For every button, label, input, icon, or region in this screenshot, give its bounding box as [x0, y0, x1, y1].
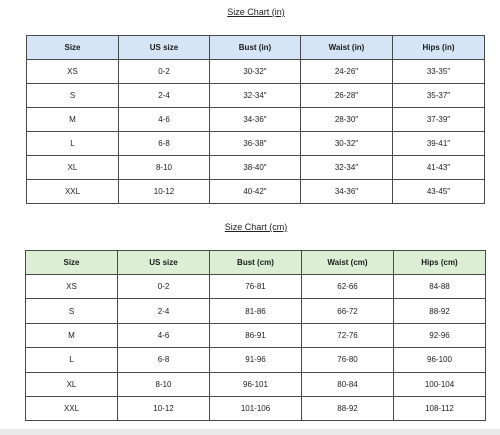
hips-cell: 100-104: [394, 372, 486, 396]
column-header: Hips (in): [393, 36, 485, 60]
waist-cell: 76-80: [302, 348, 394, 372]
table-row: [26, 275, 486, 299]
table-row: [27, 132, 485, 156]
bust-cell: 36-38″: [210, 132, 301, 156]
bust-cell: 32-34″: [210, 84, 301, 108]
table-row: [26, 396, 486, 420]
hips-cell: 43-45″: [393, 180, 485, 204]
us-size-cell: 8-10: [118, 372, 210, 396]
column-header: Waist (in): [301, 36, 393, 60]
hips-cell: 35-37″: [393, 84, 485, 108]
us-size-cell: 2-4: [119, 84, 210, 108]
waist-cell: 88-92: [302, 396, 394, 420]
waist-cell: 32-34″: [301, 156, 393, 180]
bust-cell: 81-86: [210, 299, 302, 323]
size-cell: XXL: [27, 180, 119, 204]
us-size-cell: 8-10: [119, 156, 210, 180]
size-chart-in-title: Size Chart (in): [227, 7, 285, 17]
size-cell: XXL: [26, 396, 118, 420]
waist-cell: 26-28″: [301, 84, 393, 108]
hips-cell: 92-96: [394, 323, 486, 347]
size-chart-cm-title: Size Chart (cm): [224, 222, 288, 232]
hips-cell: 84-88: [394, 275, 486, 299]
table-header-row: [26, 251, 486, 275]
table-row: [27, 108, 485, 132]
column-header: Bust (in): [210, 36, 301, 60]
us-size-cell: 2-4: [118, 299, 210, 323]
hips-cell: 41-43″: [393, 156, 485, 180]
waist-cell: 66-72: [302, 299, 394, 323]
us-size-cell: 6-8: [119, 132, 210, 156]
column-header: Size: [26, 251, 118, 275]
bust-cell: 91-96: [210, 348, 302, 372]
table-row: [27, 180, 485, 204]
table-row: [26, 372, 486, 396]
us-size-cell: 6-8: [118, 348, 210, 372]
size-cell: L: [27, 132, 119, 156]
table-row: [26, 323, 486, 347]
bust-cell: 34-36″: [210, 108, 301, 132]
hips-cell: 108-112: [394, 396, 486, 420]
waist-cell: 24-26″: [301, 60, 393, 84]
us-size-cell: 10-12: [118, 396, 210, 420]
waist-cell: 30-32″: [301, 132, 393, 156]
hips-cell: 88-92: [394, 299, 486, 323]
size-cell: L: [26, 348, 118, 372]
column-header: US size: [118, 251, 210, 275]
size-cell: XL: [27, 156, 119, 180]
waist-cell: 72-76: [302, 323, 394, 347]
waist-cell: 34-36″: [301, 180, 393, 204]
size-cell: M: [27, 108, 119, 132]
waist-cell: 28-30″: [301, 108, 393, 132]
bust-cell: 96-101: [210, 372, 302, 396]
hips-cell: 33-35″: [393, 60, 485, 84]
hips-cell: 37-39″: [393, 108, 485, 132]
size-cell: XL: [26, 372, 118, 396]
table-row: [27, 156, 485, 180]
bust-cell: 38-40″: [210, 156, 301, 180]
table-header-row: [27, 36, 485, 60]
bust-cell: 40-42″: [210, 180, 301, 204]
size-cell: M: [26, 323, 118, 347]
column-header: Size: [27, 36, 119, 60]
bottom-border-strip: [0, 429, 500, 435]
bust-cell: 76-81: [210, 275, 302, 299]
size-cell: XS: [27, 60, 119, 84]
bust-cell: 30-32″: [210, 60, 301, 84]
table-row: [26, 348, 486, 372]
hips-cell: 96-100: [394, 348, 486, 372]
column-header: Waist (cm): [302, 251, 394, 275]
bust-cell: 101-106: [210, 396, 302, 420]
size-chart-cm-table: [25, 250, 486, 421]
us-size-cell: 4-6: [119, 108, 210, 132]
waist-cell: 62-66: [302, 275, 394, 299]
waist-cell: 80-84: [302, 372, 394, 396]
column-header: US size: [119, 36, 210, 60]
us-size-cell: 0-2: [119, 60, 210, 84]
column-header: Hips (cm): [394, 251, 486, 275]
table-row: [26, 299, 486, 323]
size-cell: S: [27, 84, 119, 108]
hips-cell: 39-41″: [393, 132, 485, 156]
column-header: Bust (cm): [210, 251, 302, 275]
us-size-cell: 0-2: [118, 275, 210, 299]
size-cell: S: [26, 299, 118, 323]
size-cell: XS: [26, 275, 118, 299]
bust-cell: 86-91: [210, 323, 302, 347]
size-chart-in-table: [26, 35, 485, 204]
table-row: [27, 60, 485, 84]
table-row: [27, 84, 485, 108]
us-size-cell: 4-6: [118, 323, 210, 347]
us-size-cell: 10-12: [119, 180, 210, 204]
